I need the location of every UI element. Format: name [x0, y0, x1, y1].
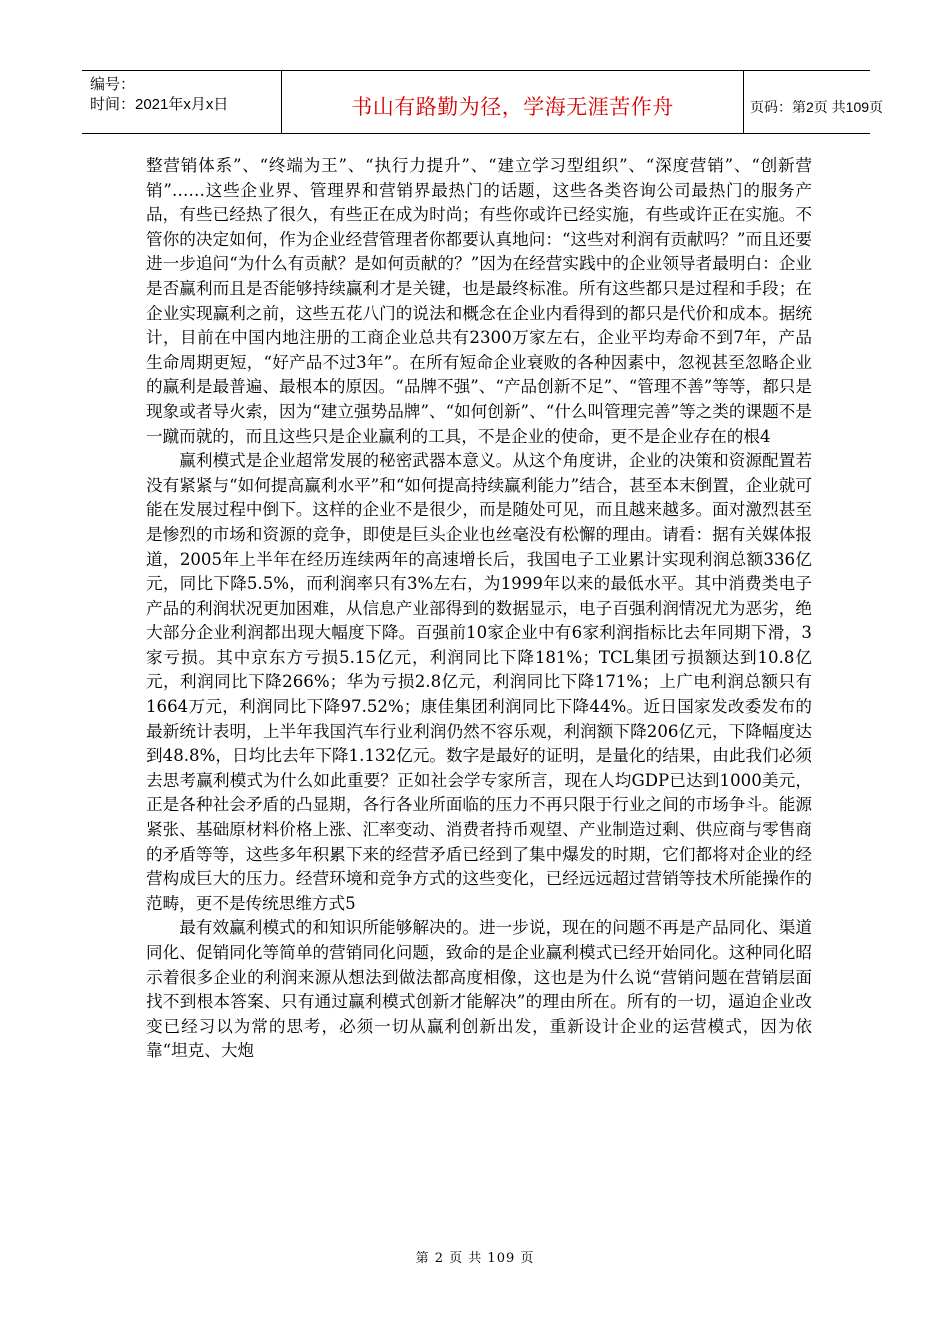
- page-header: [82, 70, 884, 134]
- header-motto: 书山有路勤为径，学海无涯苦作舟: [282, 71, 744, 133]
- page-footer: 第 2 页 共 109 页: [415, 1251, 535, 1266]
- body-paragraph-2: 赢利模式是企业超常发展的秘密武器本意义。从这个角度讲，企业的决策和资源配置若没有紧紧与“如何提高赢利水平”和“如何提高持续赢利能力”结合，甚至本末倒置，企业就可能在发展过程中倒下。这样的企业不是很少，而是随处可见，而且越来越多。面对激烈甚至是惨烈的市场和资源的竞争，即使是巨头企业也丝毫没有松懈的理由。请看：据有关媒体报道，2005年上半年在经历连续两年的高速增长后，我国电子工业累计实现利润总额336亿元，同比下降5.5%，而利润率只有3%左右，为1999年以来的最低水平。其中消费类电子产品的利润状况更加困难，从信息产业部得到的数据显示，电子百强利润情况尤为恶劣，绝大部分企业利润都出现大幅度下降。百强前10家企业中有6家利润指标比去年同期下滑，3家亏损。其中京东方亏损5.15亿元，利润同比下降181%；TCL集团亏损额达到10.8亿元，利润同比下降266%；华为亏损2.8亿元，利润同比下降171%；上广电利润总额只有1664万元，利润同比下降97.52%；康佳集团利润同比下降44%。近日国家发改委发布的最新统计表明，上半年我国汽车行业利润仍然不容乐观，利润额下降206亿元，下降幅度达到48.8%，日均比去年下降1.132亿元。数字是最好的证明，是量化的结果，由此我们必须去思考赢利模式为什么如此重要？正如社会学专家所言，现在人均GDP已达到1000美元，正是各种社会矛盾的凸显期，各行各业所面临的压力不再只限于行业之间的市场争斗。能源紧张、基础原材料价格上涨、汇率变动、消费者持币观望、产业制造过剩、供应商与零售商的矛盾等等，这些多年积累下来的经营矛盾已经到了集中爆发的时期，它们都将对企业的经营构成巨大的压力。经营环境和竞争方式的这些变化，已经远远超过营销等技术所能操作的范畴，更不是传统思维方式5: [146, 451, 812, 913]
- header-meta-cell: [82, 71, 282, 133]
- body-paragraph-3: 最有效赢利模式的和知识所能够解决的。进一步说，现在的问题不再是产品同化、渠道同化、促销同化等简单的营销同化问题，致命的是企业赢利模式已经开始同化。这种同化昭示着很多企业的利润来源从想法到做法都高度相像，这也是为什么说“营销问题在营销层面找不到根本答案、只有通过赢利模式创新才能解决”的理由所在。所有的一切，逼迫企业改变已经习以为常的思考，必须一切从赢利创新出发，重新设计企业的运营模式，因为依靠“坦克、大炮: [146, 918, 812, 1061]
- header-page-info: 页码：第2页 共109页: [750, 99, 884, 115]
- document-body: [146, 154, 812, 1064]
- body-paragraph-1: 整营销体系”、“终端为王”、“执行力提升”、“建立学习型组织”、“深度营销”、“创新营销”……这些企业界、管理界和营销界最热门的话题，这些各类咨询公司最热门的服务产品，有些已经热了很久，有些正在成为时尚；有些你或许已经实施，有些或许正在实施。不管你的决定如何，作为企业经营管理者你都要认真地问：“这些对利润有贡献吗？”而且还要进一步追问“为什么有贡献？是如何贡献的？”因为在经营实践中的企业领导者最明白：企业是否赢利而且是否能够持续赢利才是关键，也是最终标准。所有这些都只是过程和手段；在企业实现赢利之前，这些五花八门的说法和概念在企业内看得到的都只是代价和成本。据统计，目前在中国内地注册的工商企业总共有2300万家左右，企业平均寿命不到7年，产品生命周期更短，“好产品不过3年”。在所有短命企业衰败的各种因素中，忽视甚至忽略企业的赢利是最普遍、最根本的原因。“品牌不强”、“产品创新不足”、“管理不善”等等，都只是现象或者导火索，因为“建立强势品牌”、“如何创新”、“什么叫管理完善”等之类的课题不是一蹴而就的，而且这些只是企业赢利的工具，不是企业的使命，更不是企业存在的根4: [146, 156, 812, 446]
- document-time-label: 时间：2021年x月x日: [90, 96, 229, 113]
- document-number-label: 编号：: [90, 76, 136, 93]
